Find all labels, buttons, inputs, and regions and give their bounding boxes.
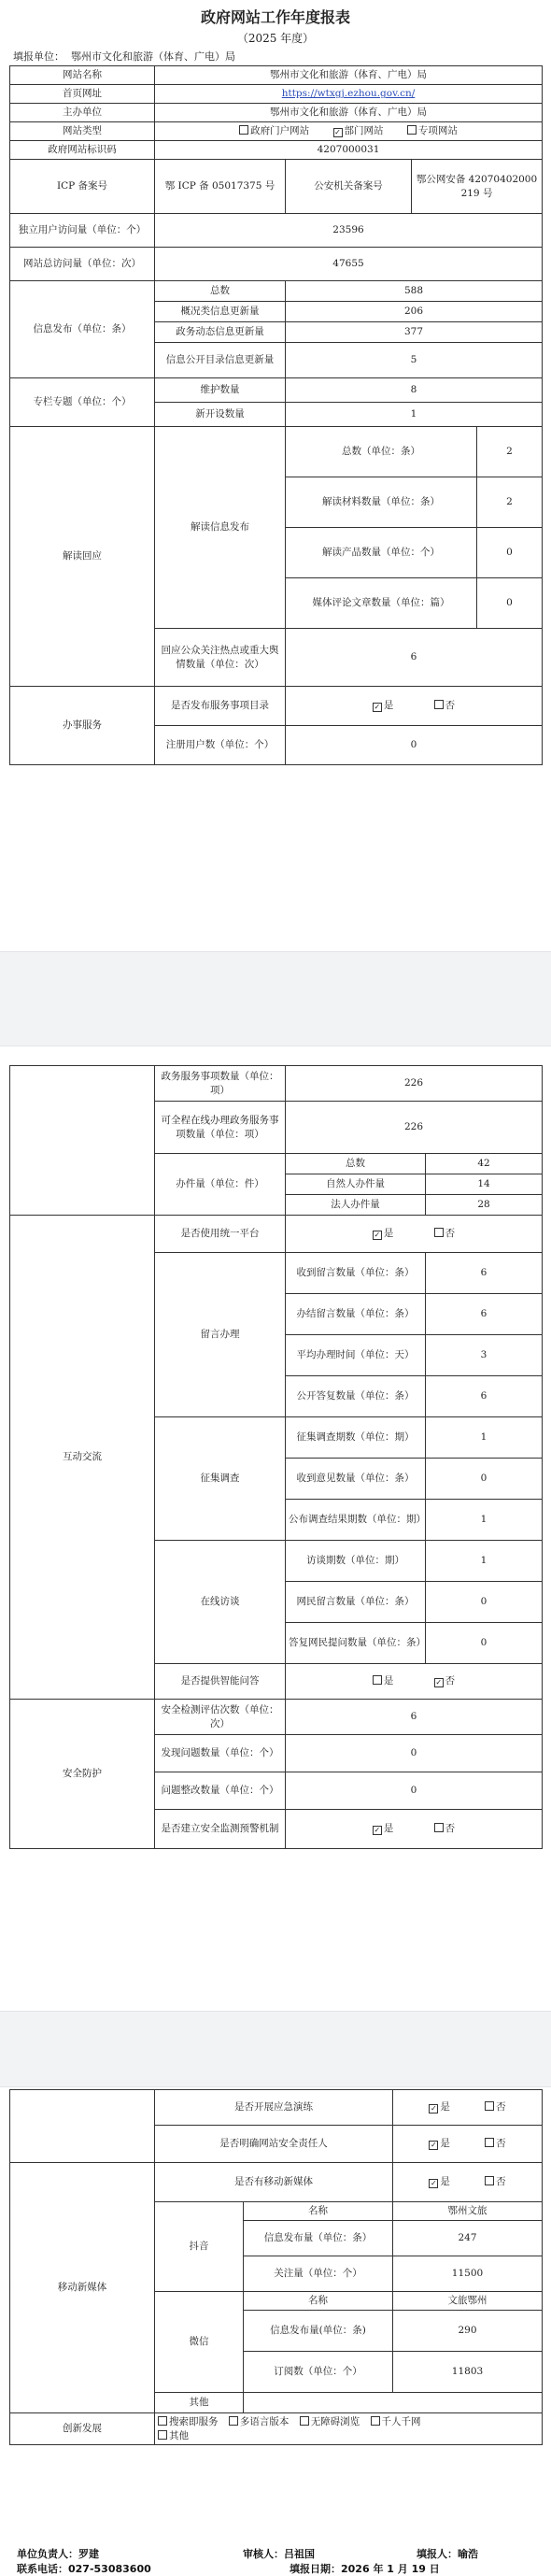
page-gap (0, 951, 551, 1046)
checkbox-checked-icon: ✓ (435, 1678, 443, 1687)
checkbox-empty-icon (434, 1823, 444, 1832)
report-year: （2025 年度） (236, 32, 315, 45)
site-type-options (155, 122, 543, 141)
checkbox-checked-icon: ✓ (374, 1231, 381, 1240)
type-option-portal[interactable]: 政府门户网站 (239, 125, 309, 136)
option-personalized[interactable]: 千人千网 (371, 2416, 421, 2427)
option-no[interactable]: ✓ 否 (435, 1675, 456, 1687)
checkbox-empty-icon (371, 2416, 380, 2426)
checkbox-empty-icon (485, 2101, 494, 2111)
option-no[interactable]: 否 (434, 700, 456, 711)
option-yes[interactable]: ✓ 是 (374, 1228, 394, 1240)
checkbox-empty-icon (373, 1675, 382, 1685)
stats-table-1: 信息发布（单位：条） 总数 588 概况类信息更新量 206 政务动态信息更新量 377 信息公开目录信息更新量 5 专栏专题（单位：个） 维护数量 8 新开设数量 1 解读回应 解读信息发布 总数（单位：条） 2 解读材料数量（单位：条） 2 解读产品数量（单位：个） 0 媒体评论文章数量（单位：篇） 0 回应公众关注热点或重大舆情数量（单位：次） 6 办事服务 是否发布服务事项目录 ✓ 是 否 注册用户数（单位：个） 0 (9, 280, 543, 765)
checkbox-empty-icon (434, 1228, 444, 1237)
checkbox-checked-icon: ✓ (334, 128, 341, 137)
fill-date: 填报日期：2026 年 1 月 19 日 (290, 2563, 440, 2575)
option-no[interactable]: 否 (485, 2101, 506, 2113)
option-yes[interactable]: ✓ 是 (374, 700, 394, 712)
basic-info-table: 网站名称 鄂州市文化和旅游（体育、广电）局 首页网址 https://wtxgj.ezhou.gov.cn/ 主办单位 鄂州市文化和旅游（体育、广电）局 网站类型 政府门户网站 ✓ 部门网站 专项网站 政府网站标识码 4207000031 ICP 备案号 鄂 ICP 备 05017375 号 公安机关备案号 鄂公网安备 42070402000219 号 独立用户访问量（单位：个） 23596 网站总访问量（单位：次） 47655 (9, 65, 543, 281)
checkbox-checked-icon: ✓ (374, 703, 381, 712)
checkbox-checked-icon: ✓ (374, 1826, 381, 1835)
checkbox-checked-icon: ✓ (430, 2141, 437, 2150)
stats-table-3: 是否开展应急演练 ✓ 是 否 是否明确网站安全责任人 ✓ 是 否 移动新媒体 是否有移动新媒体 ✓ 是 否 抖音 名称 鄂州文旅 信息发布量（单位：条） 247 关注量（单位：个） 11500 微信 名称 文旅鄂州 信息发布量(单位：条) 290 订阅数（单位：个） 11803 其他 创新发展 搜索即服务 多语言版本 无障碍浏览 千人千网 其他 (9, 2089, 543, 2445)
innovate-options (155, 2413, 543, 2445)
type-option-special[interactable]: 专项网站 (407, 125, 458, 136)
publish-catalog-options (286, 687, 543, 726)
checkbox-empty-icon (485, 2176, 494, 2185)
site-name: 鄂州市文化和旅游（体育、广电）局 (155, 66, 543, 85)
option-search-service[interactable]: 搜索即服务 (158, 2416, 219, 2427)
option-no[interactable]: 否 (434, 1228, 456, 1239)
checkbox-empty-icon (300, 2416, 309, 2426)
drill-options (393, 2090, 543, 2126)
unit-head: 单位负责人：罗建 (17, 2548, 99, 2560)
fill-unit: 填报单位： 鄂州市文化和旅游（体育、广电）局 (13, 50, 235, 63)
option-multilingual[interactable]: 多语言版本 (229, 2416, 290, 2427)
checkbox-checked-icon: ✓ (430, 2179, 437, 2188)
type-option-department[interactable]: ✓ 部门网站 (334, 125, 384, 137)
option-other[interactable]: 其他 (158, 2430, 189, 2441)
checkbox-empty-icon (407, 125, 417, 135)
report-title: 政府网站工作年度报表 (200, 8, 350, 26)
option-no[interactable]: 否 (485, 2138, 506, 2149)
has-media-options (393, 2163, 543, 2202)
checkbox-empty-icon (158, 2430, 167, 2440)
option-no[interactable]: 否 (485, 2176, 506, 2187)
report-page-2 (0, 1046, 551, 2011)
filler: 填报人：喻浩 (417, 2548, 478, 2560)
checkbox-empty-icon (485, 2138, 494, 2147)
monitor-options (286, 1810, 543, 1849)
option-yes[interactable]: ✓ 是 (430, 2176, 450, 2188)
contact-phone: 联系电话：027-53083600 (17, 2563, 151, 2575)
duty-options (393, 2126, 543, 2163)
checkbox-empty-icon (239, 125, 248, 135)
report-page-1 (0, 0, 551, 951)
option-yes[interactable]: ✓ 是 (374, 1823, 394, 1835)
home-url-link[interactable]: https://wtxgj.ezhou.gov.cn/ (281, 88, 416, 100)
option-yes[interactable]: ✓ 是 (430, 2101, 450, 2113)
option-yes[interactable]: 是 (373, 1675, 394, 1686)
checkbox-empty-icon (434, 700, 444, 709)
report-page-3 (0, 2087, 551, 2574)
reviewer: 审核人：吕祖国 (243, 2548, 315, 2560)
page-gap (0, 2011, 551, 2087)
option-yes[interactable]: ✓ 是 (430, 2138, 450, 2150)
checkbox-checked-icon: ✓ (430, 2104, 437, 2113)
smart-qa-options (286, 1664, 543, 1700)
option-accessibility[interactable]: 无障碍浏览 (300, 2416, 360, 2427)
checkbox-empty-icon (158, 2416, 167, 2426)
checkbox-empty-icon (229, 2416, 238, 2426)
stats-table-2: 政务服务事项数量（单位：项） 226 可全程在线办理政务服务事项数量（单位：项） 226 办件量（单位：件） 总数 42 自然人办件量 14 法人办件量 28 互动交流 是否使用统一平台 ✓ 是 否 留言办理 收到留言数量（单位：条） 6 办结留言数量（单位：条） 6 平均办理时间（单位：天） 3 公开答复数量（单位：条） 6 征集调查 征集调查期数（单位：期） 1 收到意见数量（单位：条） 0 公布调查结果期数（单位：期） 1 在线访谈 访谈期数（单位：期） 1 网民留言数量（单位：条） 0 答复网民提问数量（单位：条） 0 是否提供智能问答 是 ✓ 否 安全防护 安全检测评估次数（单位：次） 6 发现问题数量（单位：个） 0 问题整改数量（单位：个） 0 是否建立安全监测预警机制 ✓ 是 否 (9, 1065, 543, 1849)
unified-platform-options (286, 1216, 543, 1253)
option-no[interactable]: 否 (434, 1823, 456, 1834)
